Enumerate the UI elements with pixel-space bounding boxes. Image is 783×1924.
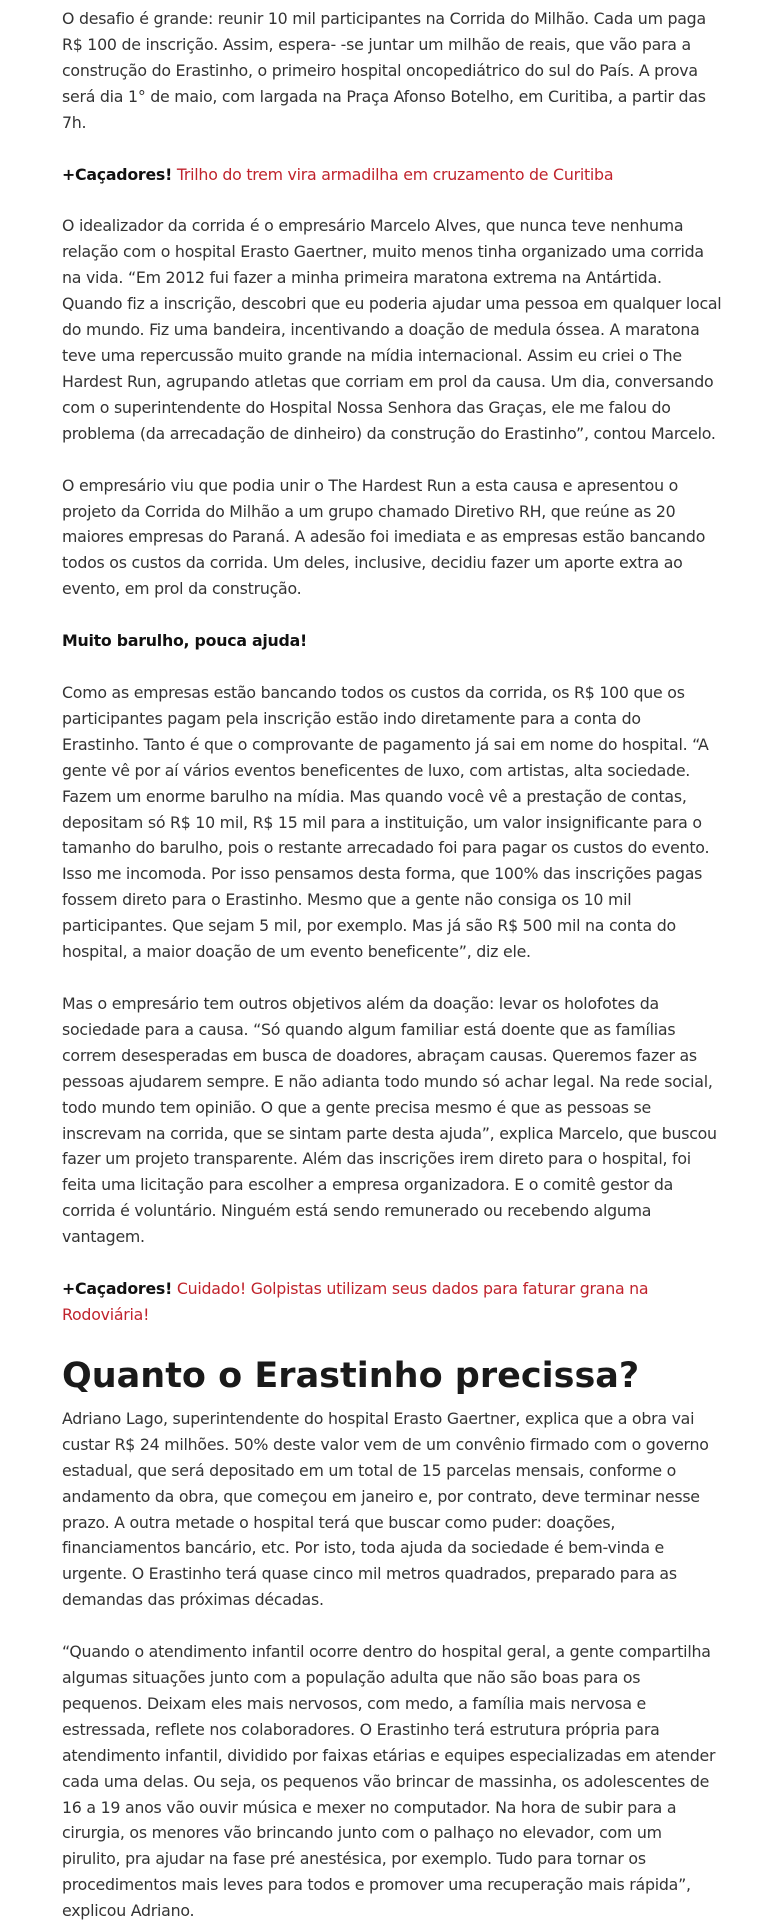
related-prefix: +Caçadores! <box>62 164 173 184</box>
related-article-link-2[interactable]: Cuidado! Golpistas utilizam seus dados para faturar grana na Rodoviária! <box>62 1279 649 1324</box>
article-body <box>62 0 722 1924</box>
paragraph-hardest-run: O empresário viu que podia unir o The Hardest Run a esta causa e apresentou o projeto da Corrida do Milhão a um grupo chamado Diretivo RH, que reúne as 20 maiores empresas do Paraná. A adesão foi imediata e as empresas estão bancando todos os custos da corrida. Um deles, inclusive, decidiu fazer um aporte extra ao evento, em prol da construção. <box>62 475 706 599</box>
related-link-block <box>62 162 722 188</box>
related-prefix-2: +Caçadores! <box>62 1279 173 1299</box>
paragraph-idealizer: O idealizador da corrida é o empresário Marcelo Alves, que nunca teve nenhuma relação com o hospital Erasto Gaertner, muito menos tinha organizado uma corrida na vida. “Em 2012 fui fazer a minha primeira maratona extrema na Antártida. Quando fiz a inscrição, descobri que eu poderia ajudar uma pessoa em qualquer local do mundo. Fiz uma bandeira, incentivando a doação de medula óssea. A maratona teve uma repercussão muito grande na mídia internacional. Assim eu criei o The Hardest Run, agrupando atletas que corriam em prol da causa. Um dia, conversando com o superintendente do Hospital Nossa Senhora das Graças, ele me falou do problema (da arrecadação de dinheiro) da construção do Erastinho”, contou Marcelo. <box>62 216 722 443</box>
paragraph-objectives: Mas o empresário tem outros objetivos além da doação: levar os holofotes da sociedade para a causa. “Só quando algum familiar está doente que as famílias correm desesperadas em busca de doadores, abraçam causas. Queremos fazer as pessoas ajudarem sempre. E não adianta todo mundo só achar legal. Na rede social, todo mundo tem opinião. O que a gente precisa mesmo é que as pessoas se inscrevam na corrida, que se sintam parte desta ajuda”, explica Marcelo, que buscou fazer um projeto transparente. Além das inscrições irem direto para o hospital, foi feita uma licitação para escolher a empresa organizadora. E o comitê gestor da corrida é voluntário. Ninguém está sendo remunerado ou recebendo alguma vantagem. <box>62 994 717 1247</box>
paragraph-budget: Adriano Lago, superintendente do hospital Erasto Gaertner, explica que a obra vai custar R$ 24 milhões. 50% deste valor vem de um convênio firmado com o governo estadual, que será depositado em um total de 15 parcelas mensais, conforme o andamento da obra, que começou em janeiro e, por contrato, deve terminar nesse prazo. A outra metade o hospital terá que buscar como puder: doações, financiamentos bancário, etc. Por isto, toda ajuda da sociedade é bem-vinda e urgente. O Erastinho terá quase cinco mil metros quadrados, preparado para as demandas das próximas décadas. <box>62 1408 709 1610</box>
related-link-block-2 <box>62 1276 722 1328</box>
paragraph-quote-adriano: “Quando o atendimento infantil ocorre dentro do hospital geral, a gente compartilha algumas situações junto com a população adulta que não são boas para os pequenos. Deixam eles mais nervosos, com medo, a família mais nervosa e estressada, reflete nos colaboradores. O Erastinho terá estrutura própria para atendimento infantil, dividido por faixas etárias e equipes especializadas em atender cada uma delas. Ou seja, os pequenos vão brincar de massinha, os adolescentes de 16 a 19 anos vão ouvir música e mexer no computador. Na hora de subir para a cirurgia, os menores vão brincando junto com o palhaço no elevador, com um pirulito, pra ajudar na fase pré anestésica, por exemplo. Tudo para tornar os procedimentos mais leves para todos e promover uma recuperação mais rápida”, explicou Adriano. <box>62 1642 716 1921</box>
paragraph-intro: O desafio é grande: reunir 10 mil participantes na Corrida do Milhão. Cada um paga R$ 100 de inscrição. Assim, espera- -se juntar um milhão de reais, que vão para a construção do Erastinho, o primeiro hospital oncopediátrico do sul do País. A prova será dia 1° de maio, com largada na Praça Afonso Botelho, em Curitiba, a partir das 7h. <box>62 9 706 132</box>
paragraph-costs: Como as empresas estão bancando todos os custos da corrida, os R$ 100 que os participantes pagam pela inscrição estão indo diretamente para a conta do Erastinho. Tanto é que o comprovante de pagamento já sai em nome do hospital. “A gente vê por aí vários eventos beneficentes de luxo, com artistas, alta sociedade. Fazem um enorme barulho na mídia. Mas quando você vê a prestação de contas, depositam só R$ 10 mil, R$ 15 mil para a instituição, um valor insignificante para o tamanho do barulho, pois o restante arrecadado foi para pagar os custos do evento. Isso me incomoda. Por isso pensamos desta forma, que 100% das inscrições pagas fossem direto para o Erastinho. Mesmo que a gente não consiga os 10 mil participantes. Que sejam 5 mil, por exemplo. Mas já são R$ 500 mil na conta do hospital, a maior doação de um evento beneficente”, diz ele. <box>62 683 710 962</box>
related-article-link[interactable]: Trilho do trem vira armadilha em cruzamento de Curitiba <box>176 164 614 184</box>
subheading-muito-barulho: Muito barulho, pouca ajuda! <box>62 631 307 651</box>
section-heading: Quanto o Erastinho precissa? <box>62 1355 640 1396</box>
